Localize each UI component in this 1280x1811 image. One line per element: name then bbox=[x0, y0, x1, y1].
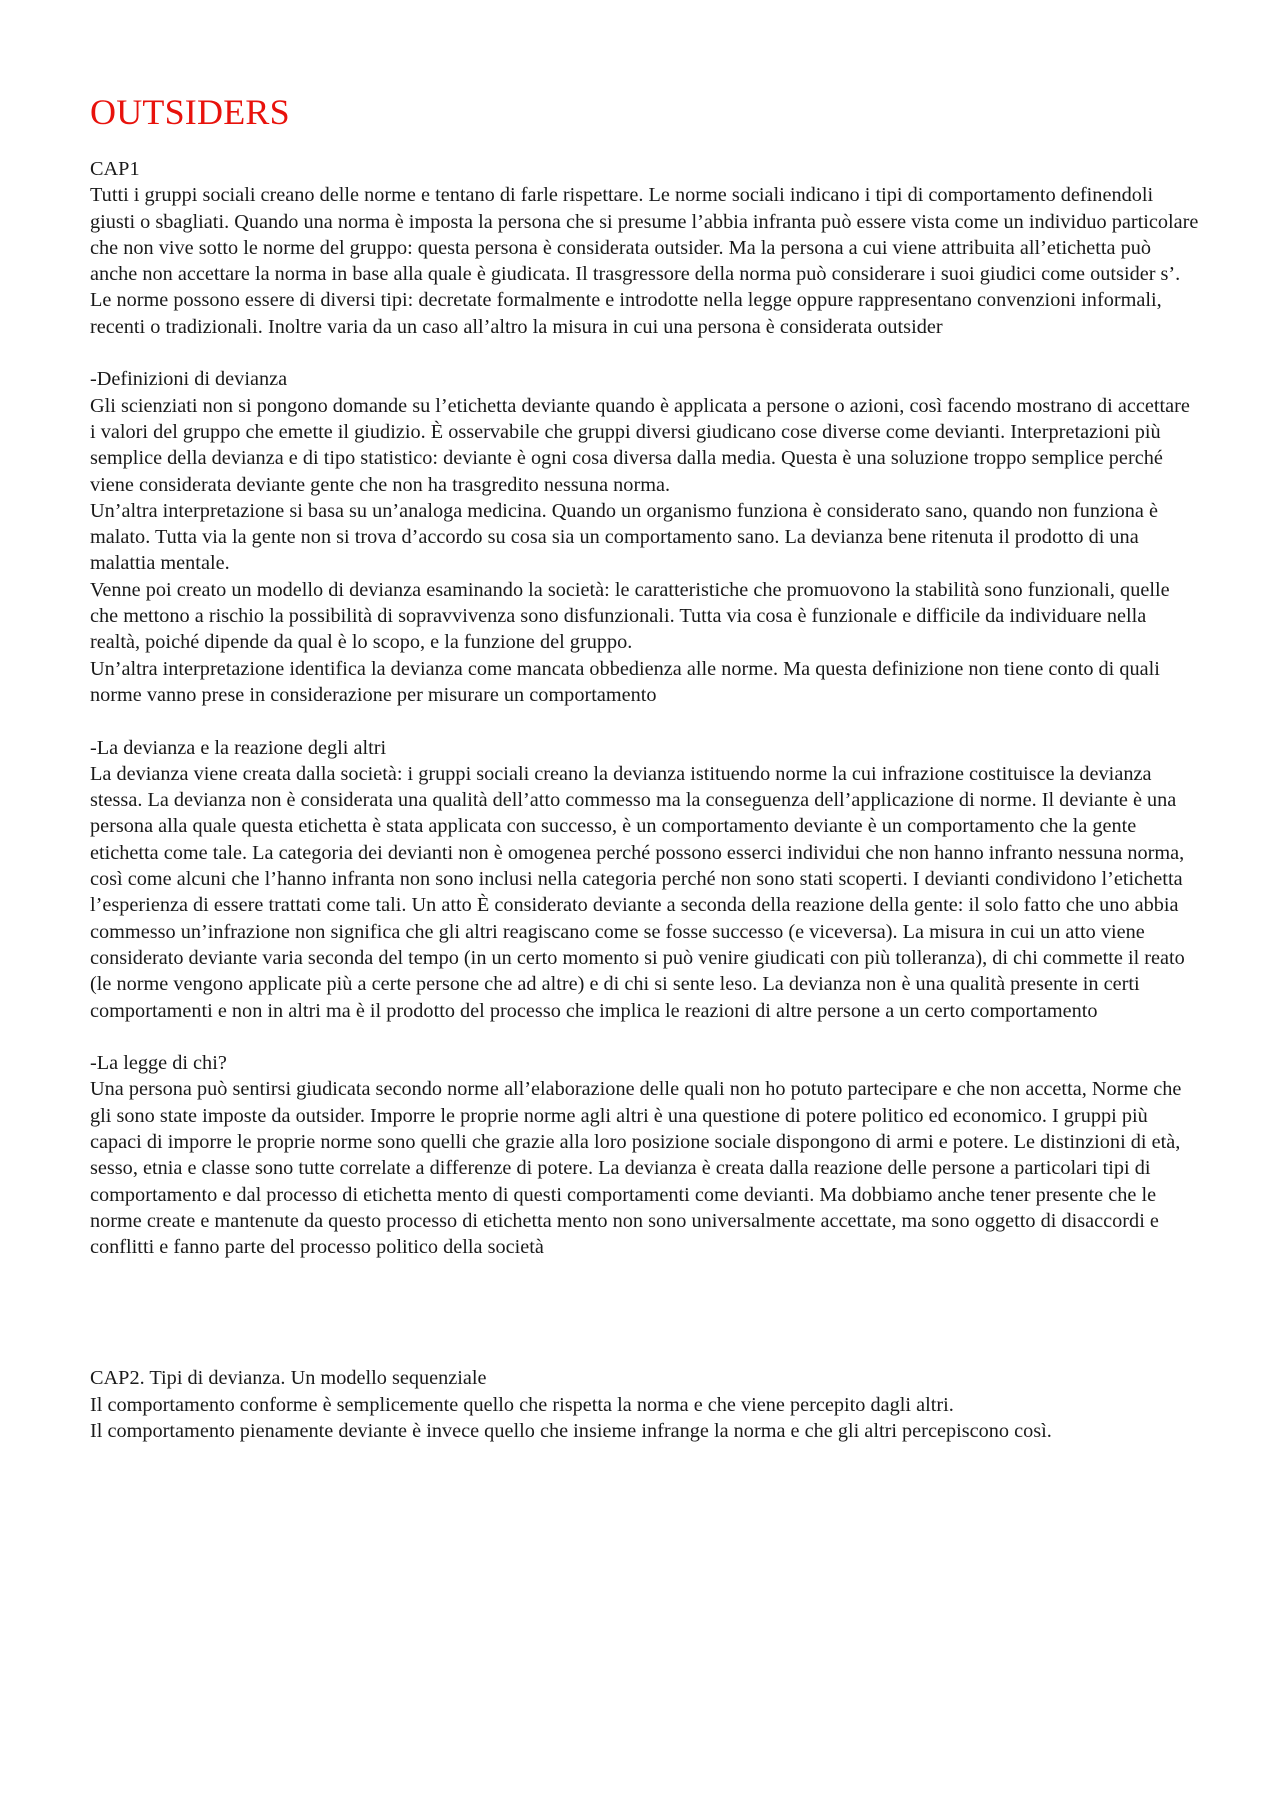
paragraph: Un’altra interpretazione identifica la devianza come mancata obbedienza alle norme. Ma questa definizione non tiene conto di quali norme vanno prese in considerazione per misurare un comportamento bbox=[90, 657, 1160, 706]
section-reazione bbox=[90, 735, 1200, 1024]
spacer bbox=[90, 340, 1200, 366]
section-cap2 bbox=[90, 1365, 1200, 1444]
section-heading: -La devianza e la reazione degli altri bbox=[90, 736, 387, 759]
paragraph: Venne poi creato un modello di devianza esaminando la società: le caratteristiche che promuovono la stabilità sono funzionali, quelle che mettono a rischio la possibilità di sopravvivenza sono disfunzionali. Tutta via cosa è funzionale e difficile da individuare nella realtà, poiché dipende da qual è lo scopo, e la funzione del gruppo. bbox=[90, 578, 1170, 654]
paragraph: Un’altra interpretazione si basa su un’analoga medicina. Quando un organismo funziona è considerato sano, quando non funziona è malato. Tutta via la gente non si trova d’accordo su cosa sia un comportamento sano. La devianza bene ritenuta il prodotto di una malattia mentale. bbox=[90, 499, 1158, 575]
paragraph: Gli scienziati non si pongono domande su l’etichetta deviante quando è applicata a persone o azioni, così facendo mostrano di accettare i valori del gruppo che emette il giudizio. È osservabile che gruppi diversi giudicano cose diverse come devianti. Interpretazioni più semplice della devianza e di tipo statistico: deviante è ogni cosa diversa dalla media. Questa è una soluzione troppo semplice perché viene considerata deviante gente che non ha trasgredito nessuna norma. bbox=[90, 394, 1190, 496]
paragraph: Il comportamento conforme è semplicemente quello che rispetta la norma e che viene percepito dagli altri. bbox=[90, 1393, 954, 1416]
spacer bbox=[90, 1024, 1200, 1050]
spacer bbox=[90, 708, 1200, 734]
paragraph: Tutti i gruppi sociali creano delle norme e tentano di farle rispettare. Le norme sociali indicano i tipi di comportamento definendoli giusti o sbagliati. Quando una norma è imposta la persona che si presume l’abbia infranta può essere vista come un individuo particolare che non vive sotto le norme del gruppo: questa persona è considerata outsider. Ma la persona a cui viene attribuita all’etichetta può anche non accettare la norma in base alla quale è giudicata. Il trasgressore della norma può considerare i suoi giudici come outsider s’. Le norme possono essere di diversi tipi: decretate formalmente e introdotte nella legge oppure rappresentano convenzioni informali, recenti o tradizionali. Inoltre varia da un caso all’altro la misura in cui una persona è considerata outsider bbox=[90, 184, 1199, 338]
section-heading: -Definizioni di devianza bbox=[90, 368, 288, 391]
paragraph: La devianza viene creata dalla società: i gruppi sociali creano la devianza istituendo norme la cui infrazione costituisce la devianza stessa. La devianza non è considerata una qualità dell’atto commesso ma la conseguenza dell’applicazione di norme. Il deviante è una persona alla quale questa etichetta è stata applicata con successo, è un comportamento deviante è un comportamento che la gente etichetta come tale. La categoria dei devianti non è omogenea perché possono esserci individui che non hanno infranto nessuna norma, così come alcuni che l’hanno infranta non sono inclusi nella categoria perché non sono stati scoperti. I devianti condividono l’etichetta l’esperienza di essere trattati come tali. Un atto È considerato deviante a seconda della reazione della gente: il solo fatto che uno abbia commesso un’infrazione non significa che gli altri reagiscano come se fosse successo (e viceversa). La misura in cui un atto viene considerato deviante varia seconda del tempo (in un certo momento si può venire giudicati con più tolleranza), di chi commette il reato (le norme vengono applicate più a certe persone che ad altre) e di chi si sente leso. La devianza non è una qualità presente in certi comportamenti e non in altri ma è il prodotto del processo che implica le reazioni di altre persone a un certo comportamento bbox=[90, 762, 1185, 1022]
paragraph: Il comportamento pienamente deviante è invece quello che insieme infrange la norma e che gli altri percepiscono così. bbox=[90, 1420, 1052, 1443]
section-heading: -La legge di chi? bbox=[90, 1052, 227, 1075]
chapter-heading: CAP2. Tipi di devianza. Un modello sequenziale bbox=[90, 1367, 487, 1390]
document-page bbox=[90, 88, 1200, 1444]
section-cap1 bbox=[90, 156, 1200, 340]
section-legge bbox=[90, 1050, 1200, 1260]
spacer bbox=[90, 1260, 1200, 1365]
document-title: OUTSIDERS bbox=[90, 92, 290, 132]
chapter-heading: CAP1 bbox=[90, 158, 140, 180]
paragraph: Una persona può sentirsi giudicata secondo norme all’elaborazione delle quali non ho potuto partecipare e che non accetta, Norme che gli sono state imposte da outsider. Imporre le proprie norme agli altri è una questione di potere politico ed economico. I gruppi più capaci di imporre le proprie norme sono quelli che grazie alla loro posizione sociale dispongono di armi e potere. Le distinzioni di età, sesso, etnia e classe sono tutte correlate a differenze di potere. La devianza è creata dalla reazione delle persone a particolari tipi di comportamento e dal processo di etichetta mento di questi comportamenti come devianti. Ma dobbiamo anche tener presente che le norme create e mantenute da questo processo di etichetta mento non sono universalmente accettate, ma sono oggetto di disaccordi e conflitti e fanno parte del processo politico della società bbox=[90, 1078, 1182, 1259]
section-definizioni bbox=[90, 366, 1200, 708]
